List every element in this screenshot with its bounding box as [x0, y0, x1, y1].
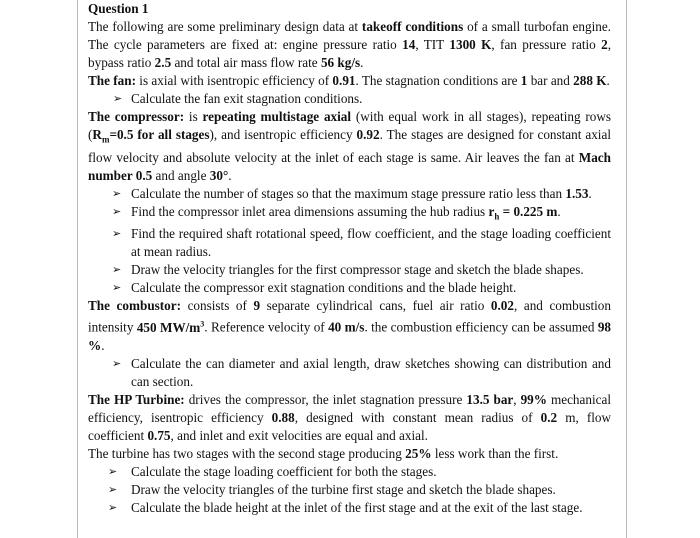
fan-paragraph: The fan: is axial with isentropic efficiency of 0.91. The stagnation conditions are 1 bar and 288 K. [88, 73, 610, 88]
arrow-bullet-icon: ➢ [112, 264, 122, 277]
intro-paragraph: The following are some preliminary design data at takeoff conditions of a small turbofan engine. The cycle parameters are fixed at: engine pressure ratio 14, TIT 1300 K, fan pressure ratio 2, bypass ratio 2.5 and total air mass flow rate 56 kg/s. [88, 19, 611, 70]
compressor-bullet: ➢ Calculate the number of stages so that the maximum stage pressure ratio less than 1.53. [112, 185, 592, 201]
arrow-bullet-icon: ➢ [112, 228, 122, 241]
left-margin-rule [77, 0, 78, 538]
turbine-bullet: ➢ Calculate the blade height at the inlet of the first stage and at the exit of the last stage. [108, 499, 583, 515]
turbine-bullet: ➢ Draw the velocity triangles of the turbine first stage and sketch the blade shapes. [108, 481, 556, 497]
right-margin-rule [626, 0, 627, 538]
arrow-bullet-icon: ➢ [112, 282, 122, 295]
question-title: Question 1 [88, 1, 149, 16]
turbine-stages-line: The turbine has two stages with the second stage producing 25% less work than the first. [88, 445, 559, 461]
arrow-bullet-icon: ➢ [112, 357, 122, 370]
compressor-bullet: ➢ Draw the velocity triangles for the first compressor stage and sketch the blade shapes. [112, 262, 584, 278]
arrow-bullet-icon: ➢ [112, 187, 122, 200]
fan-bullet: ➢ Calculate the fan exit stagnation conditions. [113, 91, 363, 106]
arrow-bullet-icon: ➢ [108, 483, 118, 496]
arrow-bullet-icon: ➢ [112, 205, 122, 218]
question-content [88, 0, 611, 517]
compressor-bullet: ➢ Calculate the compressor exit stagnation conditions and the blade height. [112, 280, 517, 296]
turbine-bullet: ➢ Calculate the stage loading coefficient for both the stages. [108, 463, 437, 479]
compressor-bullet: ➢ Find the compressor inlet area dimensions assuming the hub radius $r_h = 0.225$ m. [112, 203, 561, 222]
arrow-bullet-icon: ➢ [108, 465, 118, 478]
compressor-paragraph: The compressor: is repeating multistage axial (with equal work in all stages), repeating rows ($R_m=0.5$ for all stages), and isentropic efficiency 0.92. The stages are designed for constant axial flow velocity and absolute velocity at the inlet of each stage is same. Air leaves the fan at Mach number 0.5 and angle 30°. [88, 109, 611, 183]
compressor-bullet: ➢ Find the required shaft rotational speed, flow coefficient, and the stage loading coefficient at mean radius. [112, 226, 611, 260]
arrow-bullet-icon: ➢ [108, 501, 118, 514]
arrow-bullet-icon: ➢ [113, 93, 123, 105]
turbine-paragraph: The HP Turbine: drives the compressor, the inlet stagnation pressure 13.5 bar, 99% mechanical efficiency, isentropic efficiency 0.88, designed with constant mean radius of 0.2 m, flow coefficient 0.75, and inlet and exit velocities are equal and axial. [88, 391, 612, 443]
combustor-paragraph: The combustor: consists of 9 separate cylindrical cans, fuel air ratio 0.02, and combustion intensity 450 $MW/m^3$. Reference velocity of 40 m/s. the combustion efficiency can be assumed 98 %. [88, 298, 611, 353]
combustor-bullet: ➢ Calculate the can diameter and axial length, draw sketches showing can distribution and can section. [112, 355, 611, 389]
